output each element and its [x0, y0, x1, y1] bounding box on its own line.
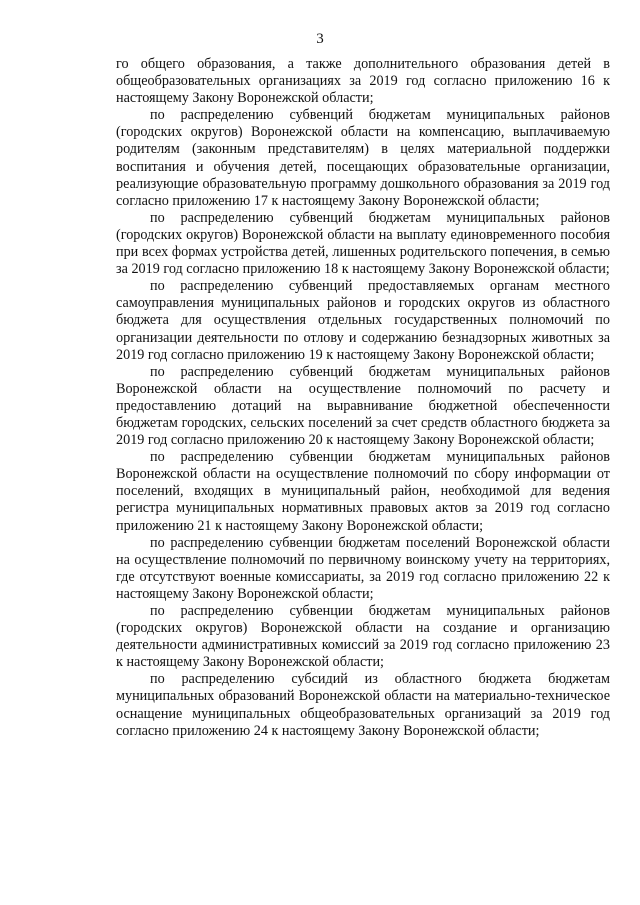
paragraph-appendix-18: по распределению субвенций бюджетам муниципальных районов (городских округов) Воронежской области на выплату единовременного пособия при всех формах устройства детей, лишенных родительского попечения, в семью за 2019 год согласно приложению 18 к настоящему Закону Воронежской области;: [116, 209, 610, 278]
paragraph-appendix-23: по распределению субвенции бюджетам муниципальных районов (городских округов) Воронежской области на создание и организацию деятельности административных комиссий за 2019 год согласно приложению 23 к настоящему Закону Воронежской области;: [116, 603, 610, 671]
paragraph-appendix-17: по распределению субвенций бюджетам муниципальных районов (городских округов) Воронежской области на компенсацию, выплачиваемую родителям (законным представителям) в целях материальной поддержки воспитания и обучения детей, посещающих образовательные организации, реализующие образовательную программу дошкольного образования за 2019 год согласно приложению 17 к настоящему Закону Воронежской области;: [116, 107, 610, 209]
document-body: [116, 56, 610, 740]
paragraph-appendix-21: по распределению субвенции бюджетам муниципальных районов Воронежской области на осуществление полномочий по сбору информации от поселений, входящих в муниципальный район, необходимой для ведения регистра муниципальных нормативных правовых актов за 2019 год согласно приложению 21 к настоящему Закону Воронежской области;: [116, 449, 610, 534]
paragraph-appendix-19: по распределению субвенций предоставляемых органам местного самоуправления муниципальных районов и городских округов из областного бюджета для осуществления отдельных государственных полномочий по организации деятельности по отлову и содержанию безнадзорных животных за 2019 год согласно приложению 19 к настоящему Закону Воронежской области;: [116, 278, 610, 363]
paragraph-appendix-20: по распределению субвенций бюджетам муниципальных районов Воронежской области на осуществление полномочий по расчету и предоставлению дотаций на выравнивание бюджетной обеспеченности бюджетам городских, сельских поселений за счет средств областного бюджета за 2019 год согласно приложению 20 к настоящему Закону Воронежской области;: [116, 363, 610, 449]
page-number: 3: [316, 31, 324, 47]
paragraph-appendix-16: го общего образования, а также дополнительного образования детей в общеобразовательных организациях за 2019 год согласно приложению 16 к настоящему Закону Воронежской области;: [116, 56, 610, 107]
paragraph-appendix-22: по распределению субвенции бюджетам поселений Воронежской области на осуществление полномочий по первичному воинскому учету на территориях, где отсутствуют военные комиссариаты, за 2019 год согласно приложению 22 к настоящему Закону Воронежской области;: [116, 534, 610, 602]
paragraph-appendix-24: по распределению субсидий из областного бюджета бюджетам муниципальных образований Воронежской области на материально-техническое оснащение муниципальных общеобразовательных организаций за 2019 год согласно приложению 24 к настоящему Закону Воронежской области;: [116, 671, 610, 739]
